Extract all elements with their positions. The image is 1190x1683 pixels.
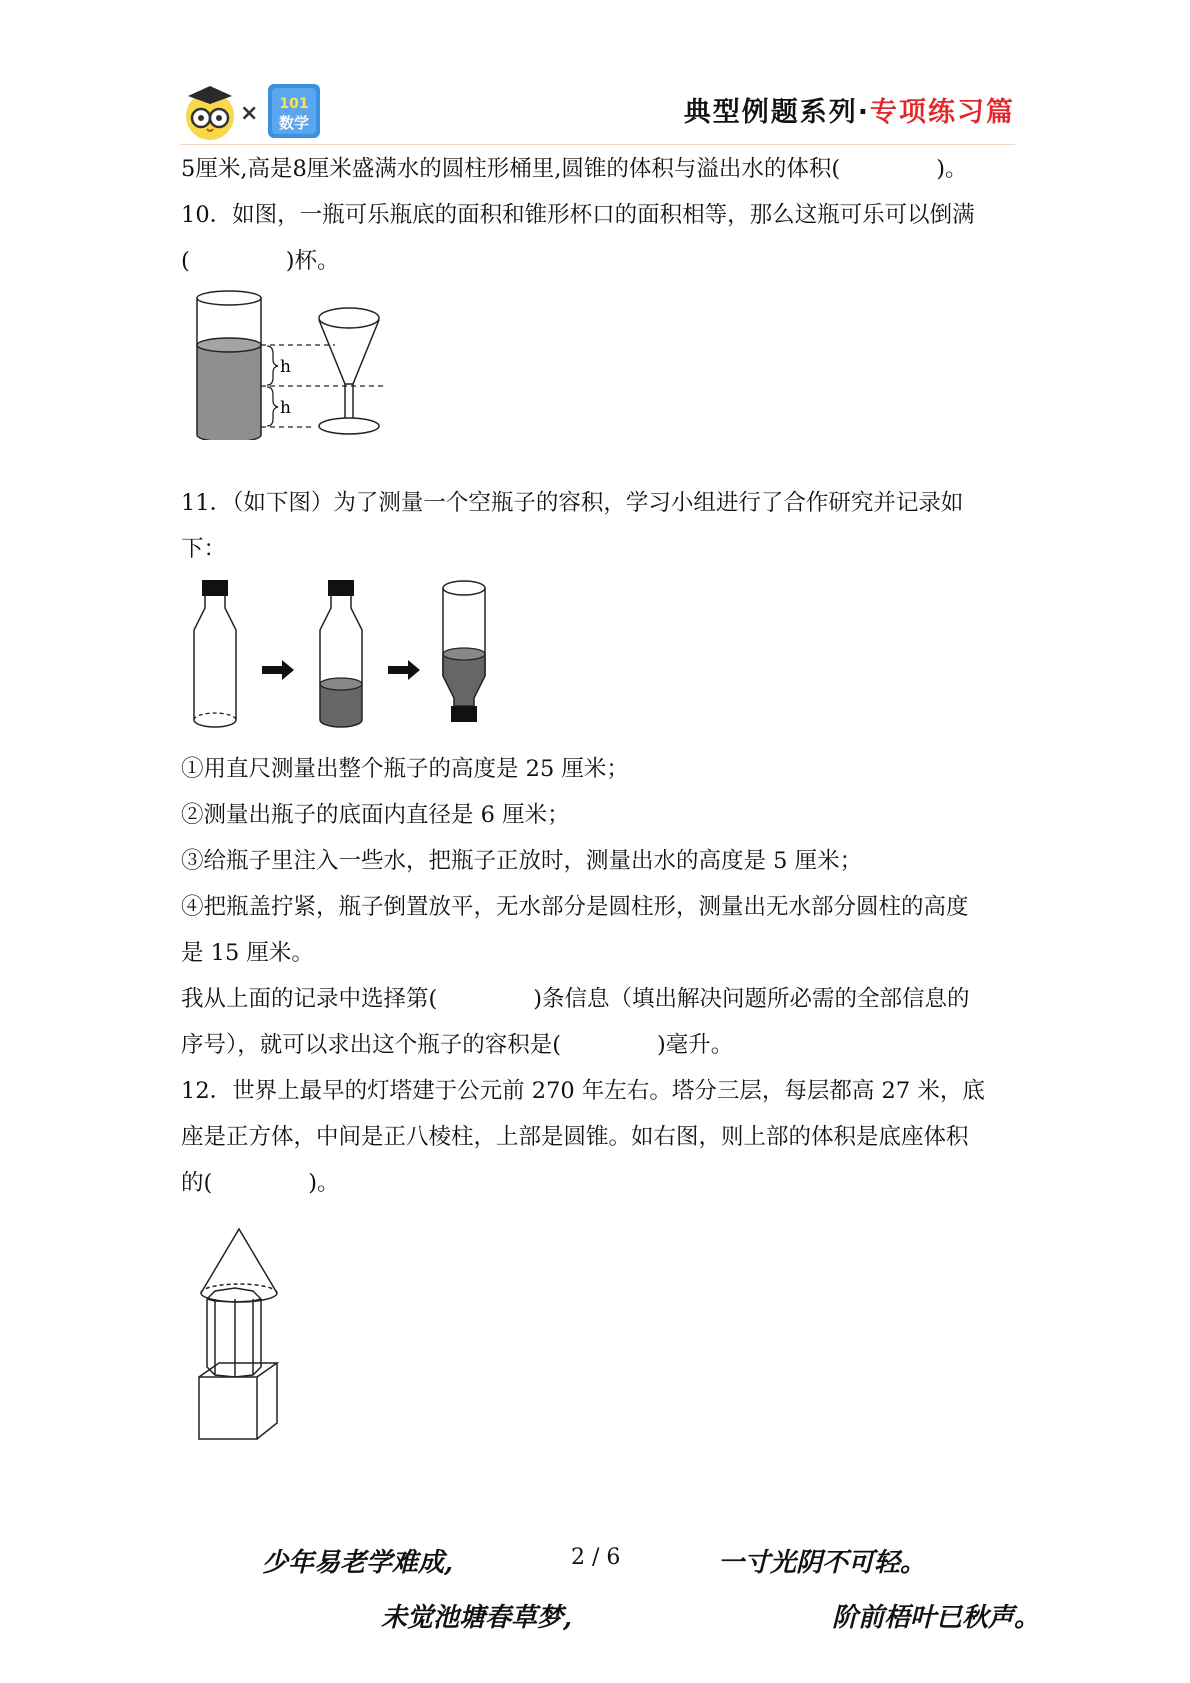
cola-and-cone-cup-figure — [185, 290, 395, 440]
q9-line: 5厘米,高是8厘米盛满水的圆柱形桶里,圆锥的体积与溢出水的体积( )。 — [181, 156, 968, 182]
bottle-with-water-icon — [320, 580, 362, 727]
q11-item4a: ④把瓶盖拧紧，瓶子倒置放平，无水部分是圆柱形，测量出无水部分圆柱的高度 — [181, 894, 969, 920]
q12-line2: 座是正方体，中间是正八棱柱，上部是圆锥。如右图，则上部的体积是底座体积 — [181, 1124, 969, 1150]
math-101-badge-icon — [268, 84, 320, 138]
q10-line2: ( )杯。 — [181, 248, 340, 274]
q11-item4b: 是 15 厘米。 — [181, 940, 314, 966]
q11-item1: ①用直尺测量出整个瓶子的高度是 25 厘米； — [181, 756, 629, 782]
series-sub: 专项练习篇 — [870, 97, 1015, 128]
q11-item3: ③给瓶子里注入一些水，把瓶子正放时，测量出水的高度是 5 厘米； — [181, 848, 863, 874]
empty-bottle-icon — [194, 580, 236, 727]
footer-poem-line2: 一寸光阴不可轻。 — [718, 1548, 927, 1578]
series-dot: · — [857, 97, 870, 128]
footer-poem-line3: 未觉池塘春草梦, — [381, 1603, 573, 1633]
svg-text:数学: 数学 — [278, 114, 310, 132]
q10-line1: 10．如图，一瓶可乐瓶底的面积和锥形杯口的面积相等，那么这瓶可乐可以倒满 — [181, 202, 975, 228]
cone-top-icon — [201, 1229, 277, 1293]
q12-line1: 12．世界上最早的灯塔建于公元前 270 年左右。塔分三层，每层都高 27 米，底 — [181, 1078, 985, 1104]
bottle-measurement-figure — [190, 578, 500, 738]
lighthouse-figure — [195, 1225, 295, 1445]
series-main: 典型例题系列 — [683, 97, 858, 128]
arrow-right-icon — [388, 660, 420, 680]
page-number: 2 / 6 — [571, 1545, 621, 1570]
series-title — [684, 90, 1015, 129]
cone-cup-icon — [319, 308, 379, 434]
q11-line1: 11．（如下图）为了测量一个空瓶子的容积，学习小组进行了合作研究并记录如 — [181, 490, 964, 516]
footer-poem-line1: 少年易老学难成, — [262, 1548, 454, 1578]
owl-mascot-icon — [186, 86, 234, 140]
height-label-top: h — [280, 357, 291, 377]
q11-line2: 下： — [181, 536, 227, 562]
footer-poem-line4: 阶前梧叶已秋声。 — [832, 1603, 1041, 1633]
cube-base-icon — [199, 1363, 277, 1439]
svg-text:101: 101 — [279, 96, 309, 112]
q11-item2: ②测量出瓶子的底面内直径是 6 厘米； — [181, 802, 570, 828]
q11-ask-line2: 序号），就可以求出这个瓶子的容积是( )毫升。 — [181, 1032, 734, 1058]
cola-cylinder-icon — [197, 291, 261, 440]
logo-times-symbol: × — [240, 101, 259, 126]
q11-ask-line1: 我从上面的记录中选择第( )条信息（填出解决问题所必需的全部信息的 — [181, 986, 970, 1012]
arrow-right-icon — [262, 660, 294, 680]
brand-logo — [182, 82, 332, 142]
header-divider — [180, 144, 1015, 145]
q12-line3: 的( )。 — [181, 1170, 340, 1196]
inverted-bottle-icon — [443, 581, 485, 722]
height-label-bottom: h — [280, 398, 291, 418]
